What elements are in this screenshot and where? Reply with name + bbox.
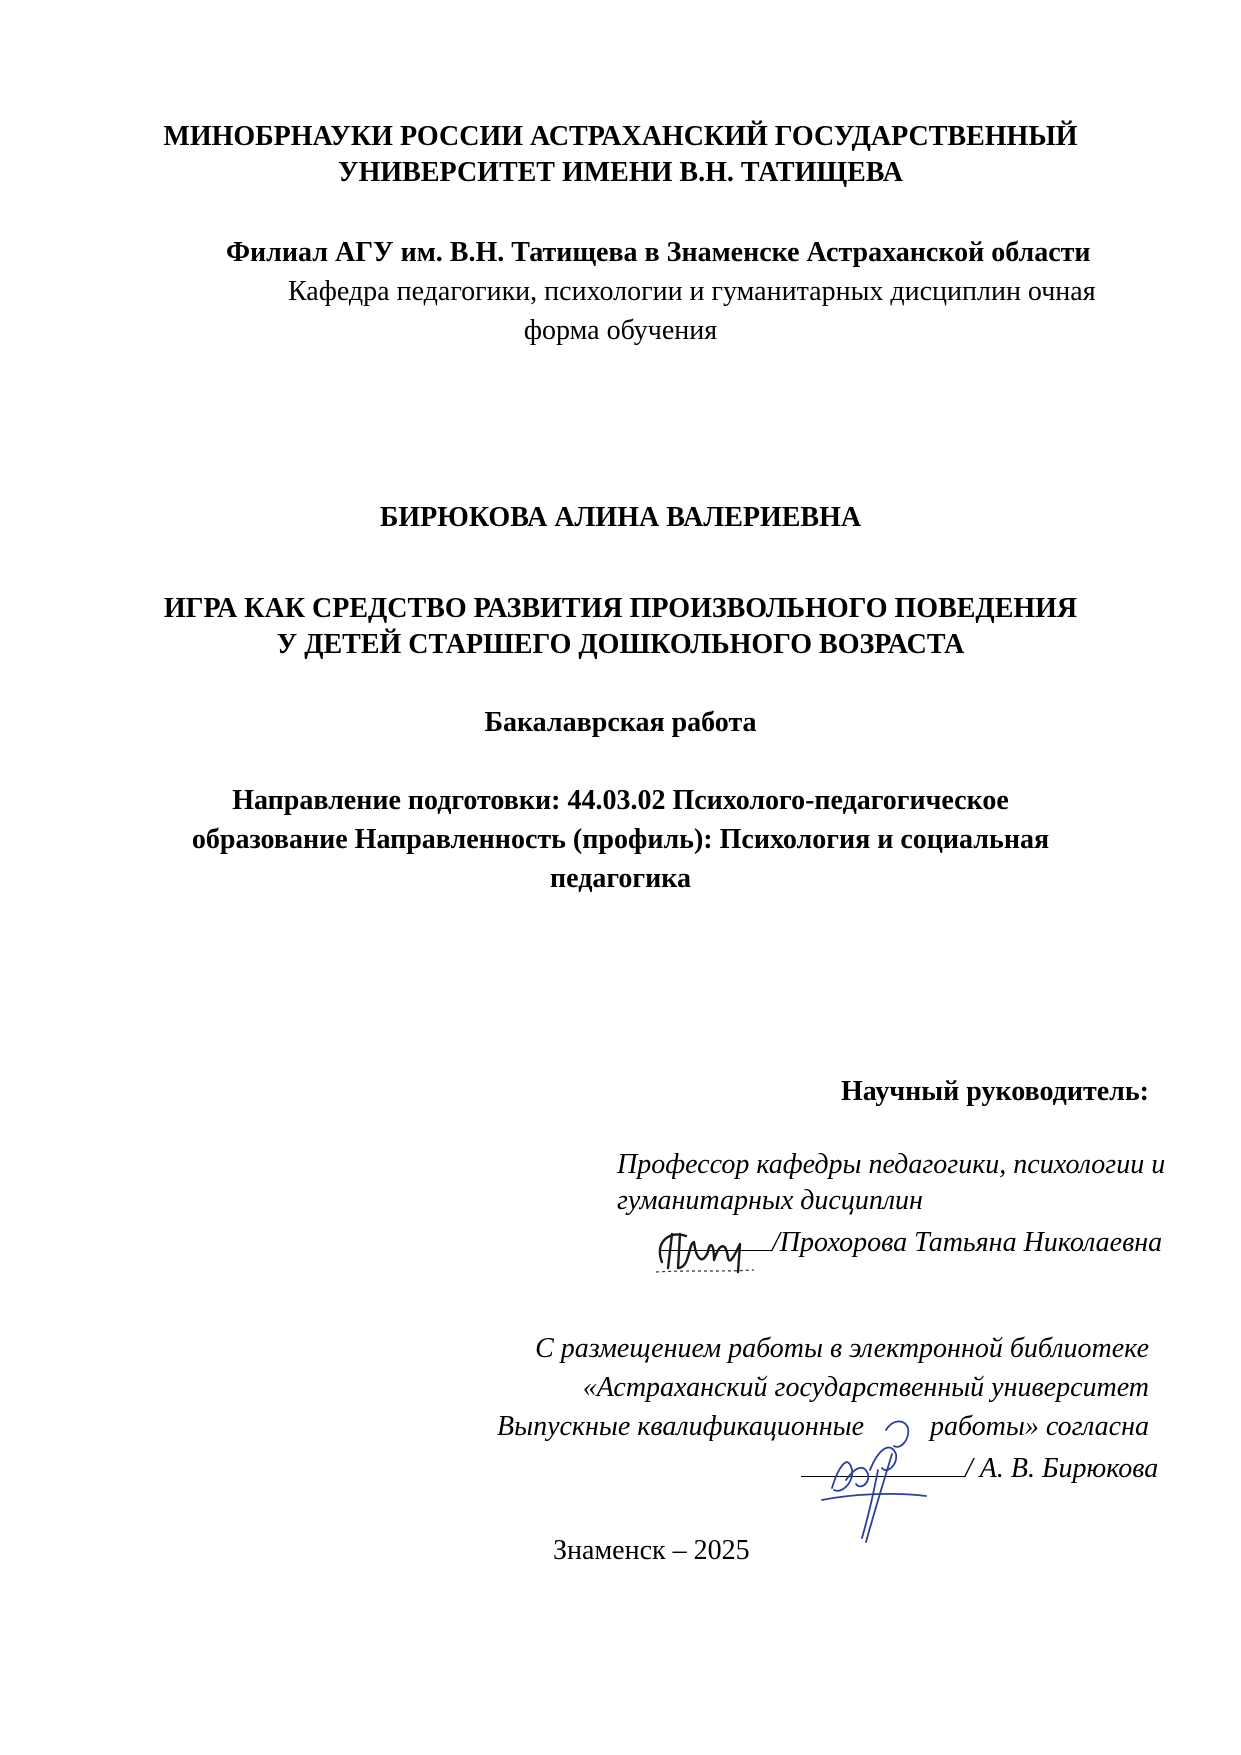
direction-line-2: образование Направленность (профиль): Психология и социальная (191, 824, 1050, 855)
supervisor-heading: Научный руководитель: (841, 1076, 1149, 1107)
supervisor-signature (650, 1222, 762, 1278)
work-type: Бакалаврская работа (484, 707, 757, 738)
department-line-2: форма обучения (523, 315, 718, 346)
student-signature (812, 1410, 932, 1550)
thesis-title-line-2: У ДЕТЕЙ СТАРШЕГО ДОШКОЛЬНОГО ВОЗРАСТА (276, 629, 965, 660)
direction-line-1: Направление подготовки: 44.03.02 Психолого-педагогическое (232, 785, 1009, 816)
student-signature-name: / А. В. Бирюкова (965, 1453, 1159, 1484)
consent-line-1: С размещением работы в электронной библиотеке (535, 1333, 1149, 1364)
supervisor-name: /Прохорова Татьяна Николаевна (772, 1227, 1163, 1258)
city-year: Знаменск – 2025 (553, 1535, 750, 1566)
department-line-1: Кафедра педагогики, психологии и гуманитарных дисциплин очная (288, 276, 1096, 307)
consent-line-3-part-2: работы» согласна (929, 1411, 1149, 1442)
direction-line-3: педагогика (550, 863, 691, 894)
ministry-line-2: УНИВЕРСИТЕТ ИМЕНИ В.Н. ТАТИЩЕВА (338, 157, 903, 188)
consent-line-3-part-1: Выпускные квалификационные (497, 1411, 865, 1442)
supervisor-position-line-2: гуманитарных дисциплин (617, 1185, 923, 1216)
author-name: БИРЮКОВА АЛИНА ВАЛЕРИЕВНА (379, 502, 862, 533)
branch-name: Филиал АГУ им. В.Н. Татищева в Знаменске Астраханской области (226, 237, 1091, 268)
supervisor-position-line-1: Профессор кафедры педагогики, психологии и (617, 1149, 1166, 1180)
consent-line-2: «Астраханский государственный университет (582, 1372, 1149, 1403)
ministry-line-1: МИНОБРНАУКИ РОССИИ АСТРАХАНСКИЙ ГОСУДАРСТВЕННЫЙ (163, 121, 1078, 152)
thesis-title-line-1: ИГРА КАК СРЕДСТВО РАЗВИТИЯ ПРОИЗВОЛЬНОГО ПОВЕДЕНИЯ (163, 593, 1078, 624)
